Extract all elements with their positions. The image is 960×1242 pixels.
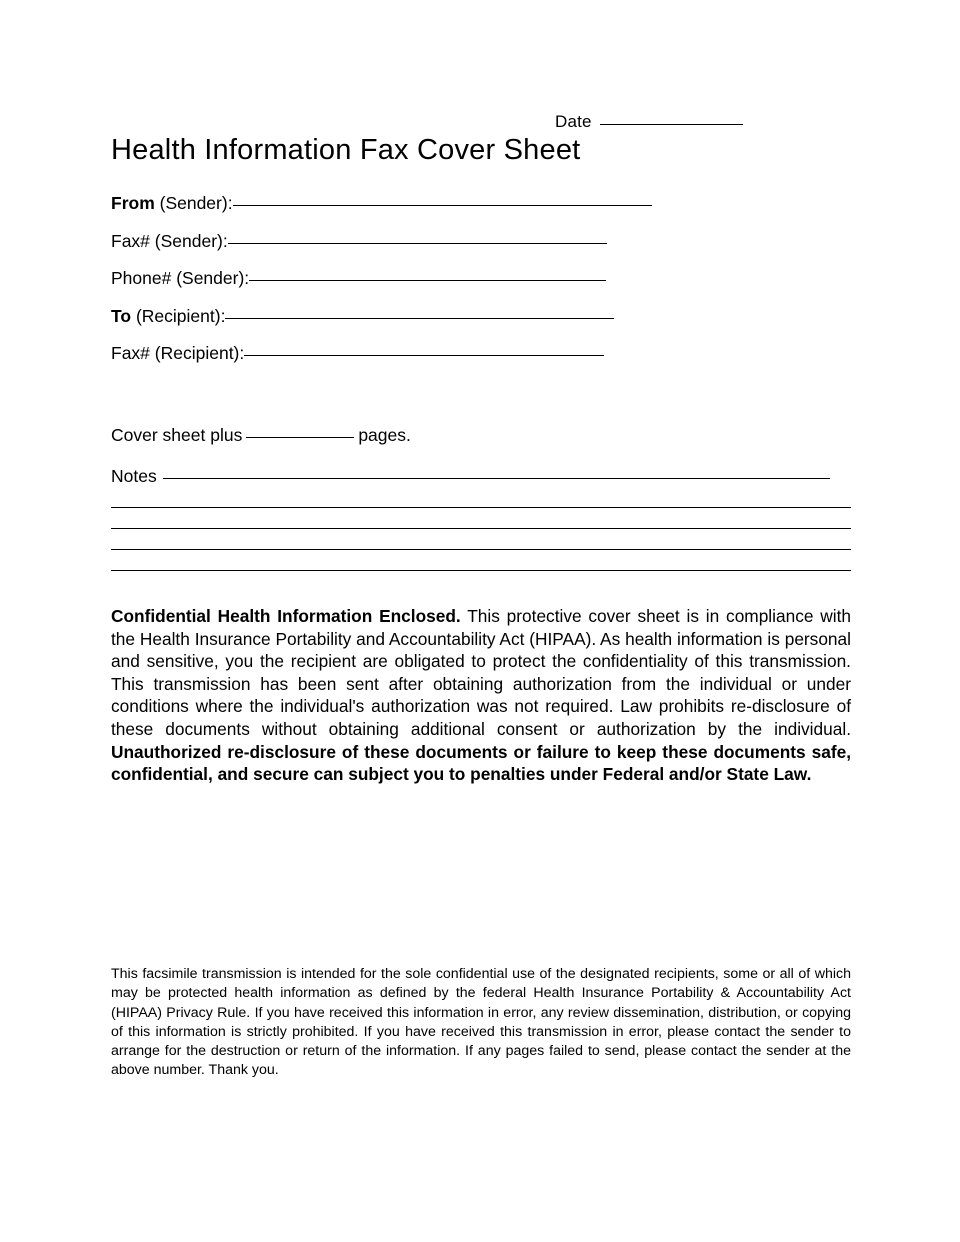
field-label-to-bold: To <box>111 305 132 326</box>
cover-plus-rule[interactable] <box>246 437 354 438</box>
confidential-body: This protective cover sheet is in compliance with the Health Insurance Portability and Accountability Act (HIPAA). As health information is personal and sensitive, you the recipient are obligated to protect the confidentiality of this transmission. This transmission has been sent after obtaining authorization from the individual or under conditions where the individual's authorization was not required. Law prohibits re-disclosure of these documents without obtaining additional consent or authorization by the individual. <box>111 606 851 739</box>
notes-rule-5[interactable] <box>111 570 851 571</box>
notes-first-line <box>111 466 851 487</box>
field-row-fax-recipient <box>111 342 851 364</box>
notes-rule-4[interactable] <box>111 549 851 550</box>
field-label-fax-sender: Fax# (Sender): <box>111 230 228 251</box>
field-row-from <box>111 192 851 214</box>
field-rule-phone-sender[interactable] <box>249 280 606 281</box>
field-label-from: (Sender): <box>154 193 233 213</box>
cover-sheet-plus-pages <box>111 425 411 446</box>
field-row-to <box>111 305 851 327</box>
cover-plus-suffix: pages. <box>358 425 411 445</box>
field-label-fax-recipient: Fax# (Recipient): <box>111 343 245 363</box>
date-field <box>555 112 850 132</box>
field-rule-fax-recipient[interactable] <box>244 355 604 356</box>
cover-plus-prefix: Cover sheet plus <box>111 425 243 445</box>
notes-rule-1[interactable] <box>163 478 830 479</box>
date-blank-rule[interactable] <box>600 124 743 125</box>
confidential-body-bold: Unauthorized re-disclosure of these documents or failure to keep these documents safe, confidential, and secure can subject you to penalties under Federal and/or State Law. <box>111 741 851 785</box>
notes-rule-3[interactable] <box>111 528 851 529</box>
confidential-heading: Confidential Health Information Enclosed. <box>111 606 461 626</box>
confidentiality-paragraph <box>111 605 851 786</box>
field-label-from-bold: From <box>111 193 155 213</box>
sender-recipient-fields <box>111 192 851 380</box>
field-rule-to[interactable] <box>225 318 614 319</box>
footer-disclaimer: This facsimile transmission is intended for the sole confidential use of the designated recipients, some or all of which may be protected health information as defined by the federal Health Insurance Portability & Accountability Act (HIPAA) Privacy Rule. If you have received this information in error, any review dissemination, distribution, or copying of this information is strictly prohibited. If you have received this transmission in error, please contact the sender to arrange for the destruction or return of the information. If any pages failed to send, please contact the sender at the above number. Thank you. <box>111 966 851 1079</box>
page-title: Health Information Fax Cover Sheet <box>111 134 581 166</box>
field-label-to: (Recipient): <box>131 305 226 326</box>
notes-label: Notes <box>111 466 157 486</box>
notes-rule-2[interactable] <box>111 507 851 508</box>
field-label-phone-sender: Phone# (Sender): <box>111 268 250 288</box>
field-row-fax-sender <box>111 230 851 252</box>
field-row-phone-sender <box>111 267 851 289</box>
date-label: Date <box>555 112 592 131</box>
notes-section <box>111 466 851 571</box>
field-rule-from[interactable] <box>233 205 652 206</box>
field-rule-fax-sender[interactable] <box>228 243 607 244</box>
